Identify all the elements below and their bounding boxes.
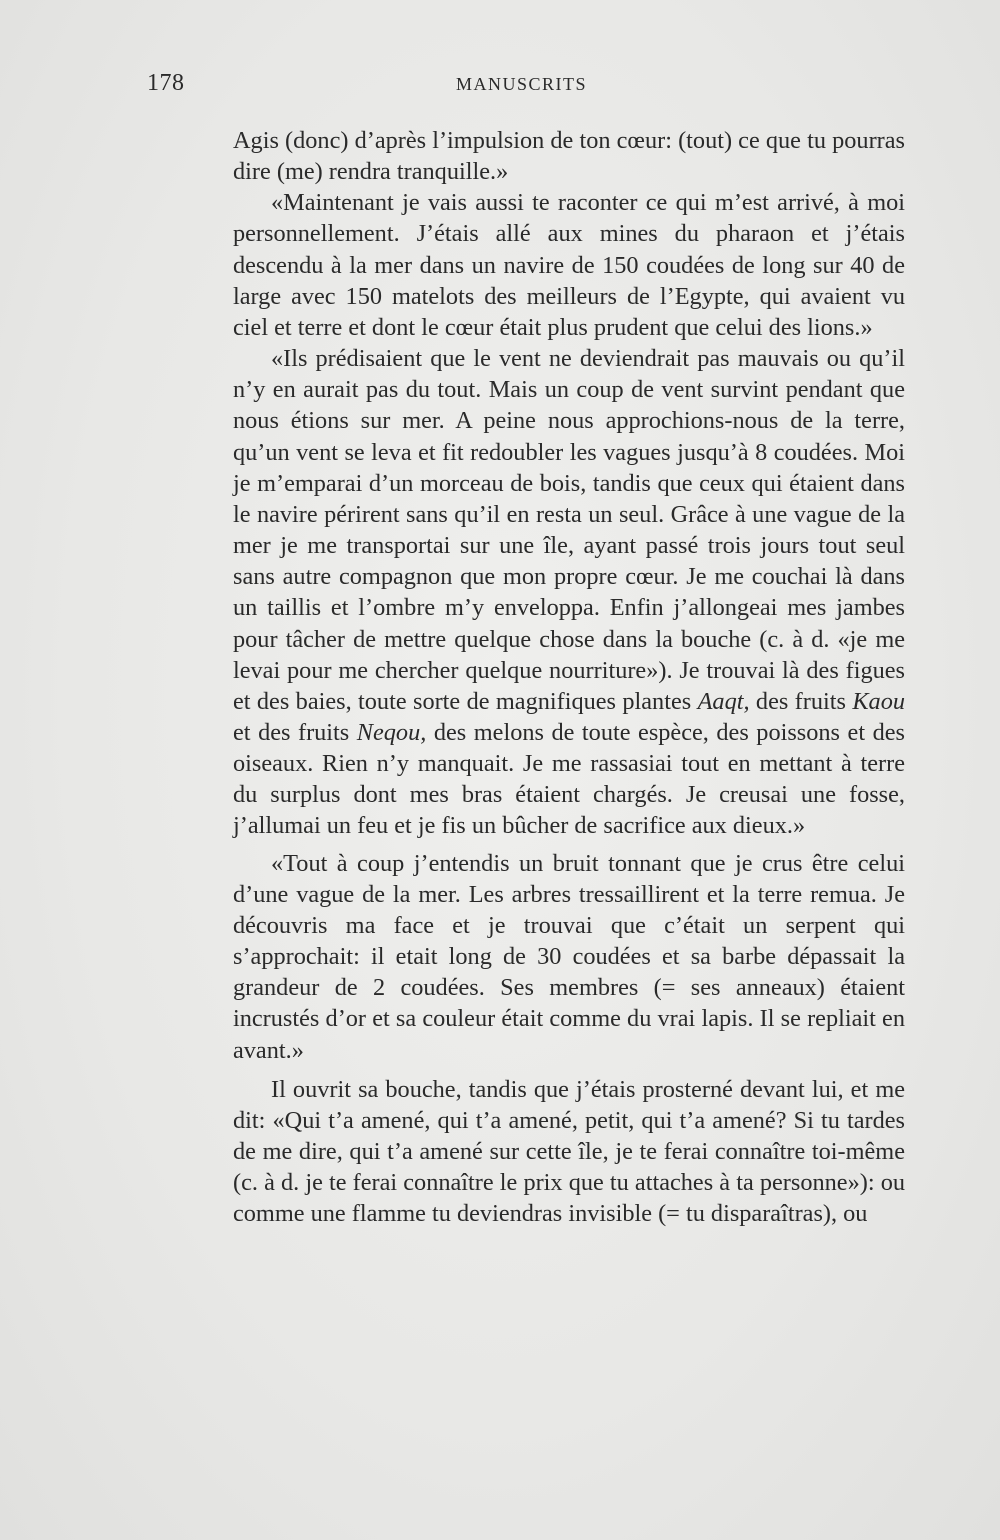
running-head xyxy=(0,70,1000,104)
paragraph-3-text-b: des fruits xyxy=(749,687,853,715)
fruit-name-neqou: Neqou, xyxy=(356,718,427,746)
paragraph-2: «Maintenant je vais aussi te raconter ce qui m’est arrivé, à moi personnellement. J’étais allé aux mines du pharaon et j’étais descendu à la mer dans un navire de 150 coudées de long sur 40 de large avec 150 matelots des meilleurs de l’Egypte, qui avaient vu ciel et terre et dont le cœur était plus prudent que celui des lions.» xyxy=(233,189,905,341)
plant-name-aaqt: Aaqt, xyxy=(697,687,750,715)
paragraph-1: Agis (donc) d’après l’impulsion de ton cœur: (tout) ce que tu pourras dire (me) rendra tranquille.» xyxy=(233,127,905,186)
paragraph-3-text-a: «Ils prédisaient que le vent ne deviendrait pas mauvais ou qu’il n’y en aurait pas du tout. Mais un coup de vent survint pendant que nous étions sur mer. A peine nous approchions-nous de la terre, qu’un vent se leva et fit redoubler les vagues jusqu’à 8 coudées. Moi je m’emparai d’un morceau de bois, tandis que ceux qui étaient dans le navire périrent sans qu’il en resta un seul. Grâce à une vague de la mer je me transportai sur une île, ayant passé trois jours tout seul sans autre compagnon que mon propre cœur. Je me couchai là dans un taillis et l’ombre m’y enveloppa. Enfin j’allongeai mes jambes pour tâcher de mettre quelque chose dans la bouche (c. à d. «je me levai pour me chercher quelque nourriture»). Je trouvai là des figues et des baies, toute sorte de magnifiques plantes xyxy=(233,345,905,715)
running-title: MANUSCRITS xyxy=(456,74,588,94)
fruit-name-kaou: Kaou xyxy=(852,687,905,715)
paragraph-3-text-d: des melons de toute espèce, des poissons et des oiseaux. Rien n’y manquait. Je me rassasiai tout en mettant à terre du surplus dont mes bras étaient chargés. Je creusai une fosse, j’allumai un feu et je fis un bûcher de sacrifice aux dieux.» xyxy=(233,718,905,840)
paragraph-3-text-c: et des fruits xyxy=(233,718,357,746)
paragraph-4: «Tout à coup j’entendis un bruit tonnant que je crus être celui d’une vague de la mer. Les arbres tressaillirent et la terre remua. Je découvris ma face et je trouvai que c’était un serpent qui s’approchait: il etait long de 30 coudées et sa barbe dépassait la grandeur de 2 coudées. Ses membres (= ses anneaux) étaient incrustés d’or et sa couleur était comme du vrai lapis. Il se repliait en avant.» xyxy=(233,849,905,1064)
page-number: 178 xyxy=(147,70,185,96)
paragraph-5: Il ouvrit sa bouche, tandis que j’étais prosterné devant lui, et me dit: «Qui t’a amené, qui t’a amené, petit, qui t’a amené? Si tu tardes de me dire, qui t’a amené sur cette île, je te ferai connaître toi-même (c. à d. je te ferai connaître le prix que tu attaches à ta personne»): ou comme une flamme tu deviendras invisible (= tu disparaîtras), ou xyxy=(233,1075,905,1228)
paragraph-3 xyxy=(233,343,905,842)
body-text xyxy=(233,125,905,1229)
